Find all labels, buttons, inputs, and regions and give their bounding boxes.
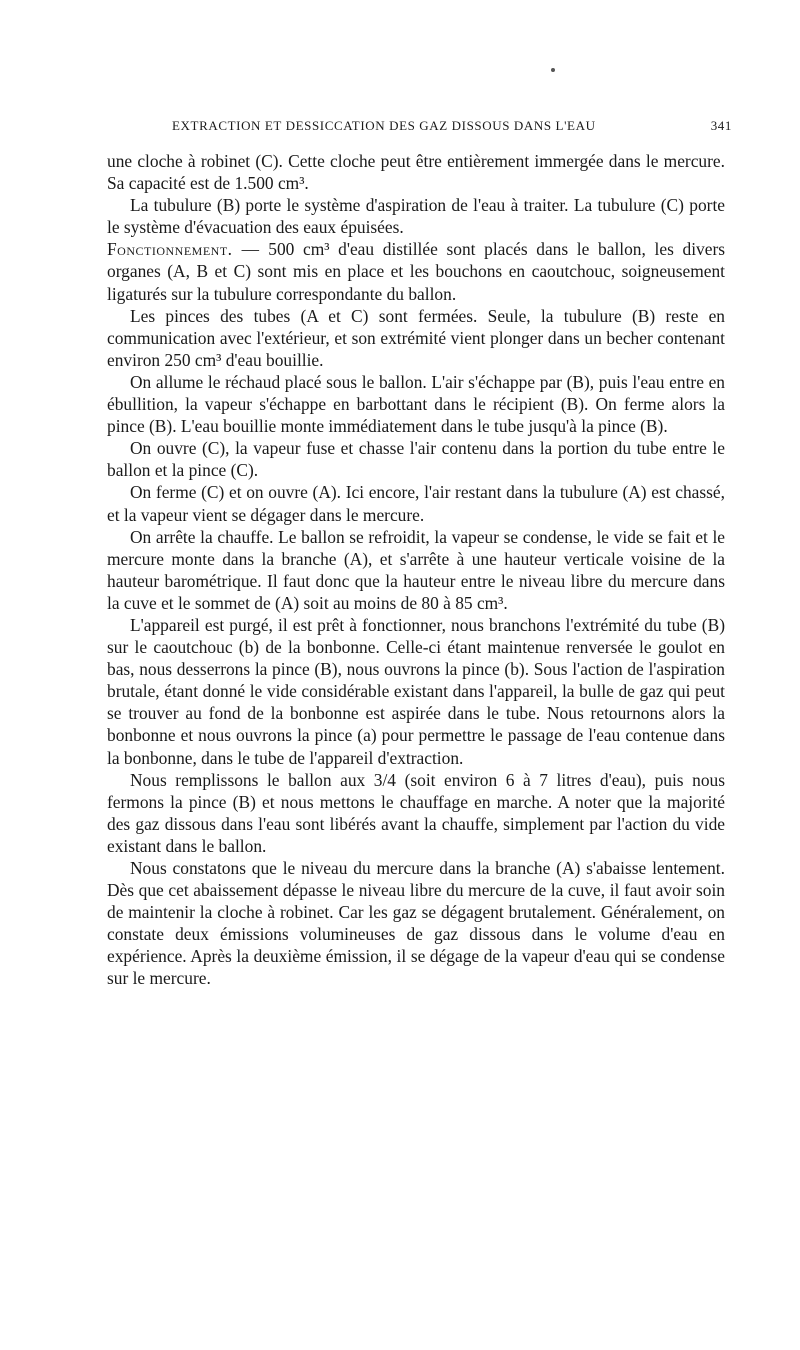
paragraph: Nous constatons que le niveau du mercure dans la branche (A) s'abaisse lentement. Dès que cet abaissement dépasse le niveau libre du mercure de la cuve, il faut avoir soin de maintenir la cloche à robinet. Car les gaz se dégagent brutalement. Généralement, on constate deux émissions volumineuses de gaz dissous dans le volume d'eau en expérience. Après la deuxième émission, il se dégage de la vapeur d'eau qui se condense sur le mercure. [107, 858, 725, 989]
section-label: Fonctionnement. — [107, 239, 260, 260]
paragraph-text: 500 cm³ d'eau distillée sont placés dans le ballon, les divers organes (A, B et C) sont mis en place et les bouchons en caoutchouc, soigneusement ligaturés sur la tubulure correspondante du ballon. [107, 239, 725, 304]
running-title: EXTRACTION ET DESSICCATION DES GAZ DISSOUS DANS L'EAU [172, 118, 596, 133]
paragraph: Nous remplissons le ballon aux 3/4 (soit environ 6 à 7 litres d'eau), puis nous fermons la pince (B) et nous mettons le chauffage en marche. A noter que la majorité des gaz dissous dans l'eau sont libérés avant la chauffe, simplement par l'action du vide existant dans le ballon. [107, 769, 725, 856]
paragraph: On ouvre (C), la vapeur fuse et chasse l'air contenu dans la portion du tube entre le ballon et la pince (C). [107, 438, 725, 481]
paragraph: On arrête la chauffe. Le ballon se refroidit, la vapeur se condense, le vide se fait et le mercure monte dans la branche (A), et s'arrête à une hauteur verticale voisine de la hauteur barométrique. Il faut donc que la hauteur entre le niveau libre du mercure dans la cuve et le sommet de (A) soit au moins de 80 à 85 cm³. [107, 526, 725, 613]
paragraph: Les pinces des tubes (A et C) sont fermées. Seule, la tubulure (B) reste en communication avec l'extérieur, et son extrémité vient plonger dans un becher contenant environ 250 cm³ d'eau bouillie. [107, 305, 725, 370]
paragraph: L'appareil est purgé, il est prêt à fonctionner, nous branchons l'extrémité du tube (B) sur le caoutchouc (b) de la bonbonne. Celle-ci étant maintenue renversée le goulot en bas, nous desserrons la pince (B), nous ouvrons la pince (b). Sous l'action de l'aspiration brutale, étant donné le vide considérable existant dans l'appareil, la bulle de gaz qui peut se trouver au fond de la bonbonne est aspirée dans le tube. Nous retournons alors la bonbonne et nous ouvrons la pince (a) pour permettre le passage de l'eau contenue dans la bonbonne, dans le tube de l'appareil d'extraction. [107, 614, 725, 768]
body-text [107, 150, 725, 990]
paragraph-fonctionnement [107, 238, 725, 304]
paragraph: On allume le réchaud placé sous le ballon. L'air s'échappe par (B), puis l'eau entre en ébullition, la vapeur s'échappe en barbottant dans le récipient (B). On ferme alors la pince (B). L'eau bouillie monte immédiatement dans le tube jusqu'à la pince (B). [107, 371, 725, 437]
paragraph: La tubulure (B) porte le système d'aspiration de l'eau à traiter. La tubulure (C) porte le système d'évacuation des eaux épuisées. [107, 195, 725, 238]
paragraph: On ferme (C) et on ouvre (A). Ici encore, l'air restant dans la tubulure (A) est chassé, et la vapeur vient se dégager dans le mercure. [107, 482, 725, 525]
page-number: 341 [710, 118, 732, 133]
page-header [172, 118, 732, 138]
ink-speck [551, 68, 555, 72]
paragraph-continuation: une cloche à robinet (C). Cette cloche peut être entièrement immergée dans le mercure. Sa capacité est de 1.500 cm³. [107, 151, 725, 194]
